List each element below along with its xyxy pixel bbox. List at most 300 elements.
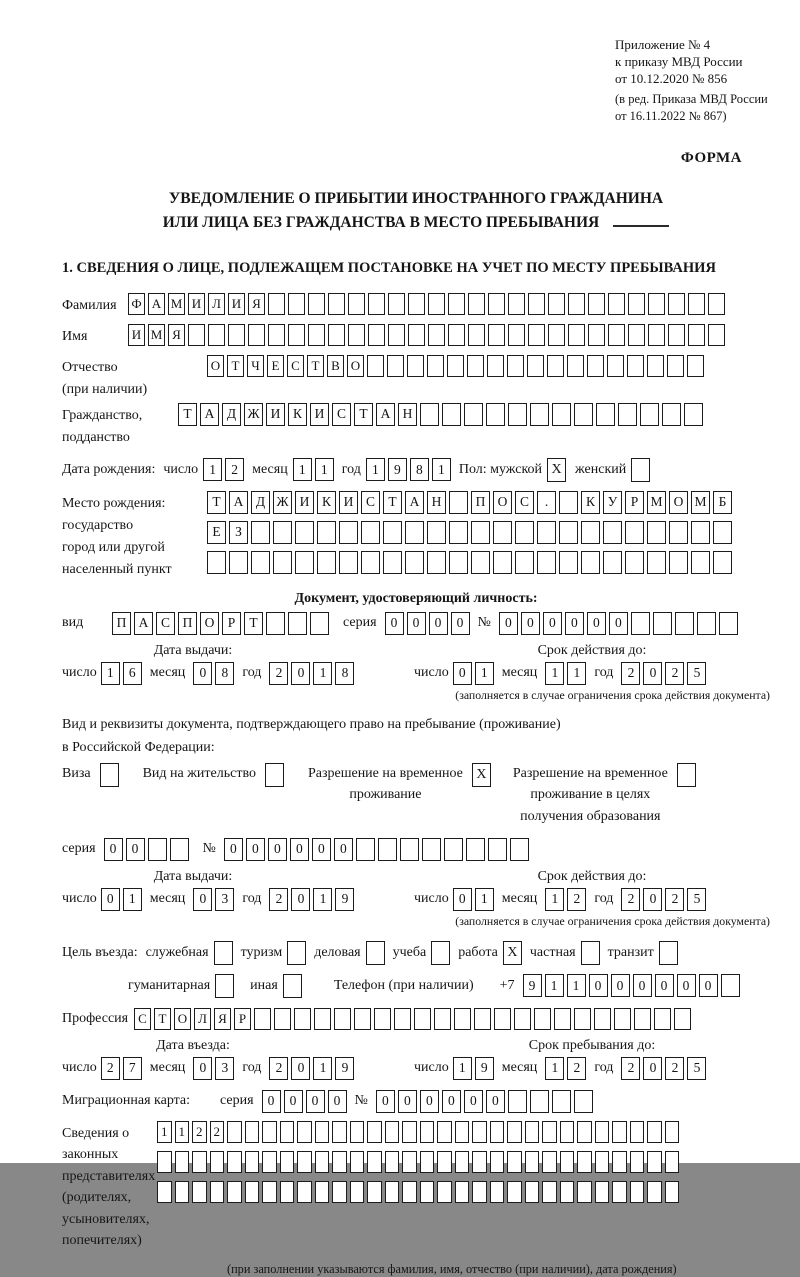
cell-filled[interactable]: Е (207, 521, 226, 544)
cell-empty[interactable] (274, 1008, 291, 1030)
cell-filled[interactable]: 1 (313, 1057, 332, 1080)
cell-empty[interactable] (447, 355, 464, 377)
cell-filled[interactable]: 3 (215, 1057, 234, 1080)
cell-filled[interactable]: З (229, 521, 248, 544)
cell-filled[interactable]: О (669, 491, 688, 514)
cell-empty[interactable] (308, 293, 325, 315)
cell-filled[interactable]: И (188, 293, 205, 315)
cell-filled[interactable]: И (128, 324, 145, 346)
cell-empty[interactable] (315, 1151, 330, 1173)
cell-empty[interactable] (420, 1121, 435, 1143)
cell-empty[interactable] (420, 403, 439, 426)
cell-filled[interactable]: 8 (410, 458, 429, 481)
cell-empty[interactable] (297, 1181, 312, 1203)
cell-empty[interactable] (280, 1151, 295, 1173)
cell-empty[interactable] (188, 324, 205, 346)
cell-filled[interactable]: 2 (225, 458, 244, 481)
cell-filled[interactable]: X (472, 763, 491, 787)
cell-empty[interactable] (697, 612, 716, 635)
cell-empty[interactable] (472, 1121, 487, 1143)
cell-empty[interactable] (542, 1151, 557, 1173)
cell-filled[interactable]: О (174, 1008, 191, 1030)
cell-filled[interactable]: 0 (543, 612, 562, 635)
cell-empty[interactable] (559, 491, 578, 514)
cell-empty[interactable] (308, 324, 325, 346)
cell-filled[interactable]: Я (248, 293, 265, 315)
cell-empty[interactable] (367, 1181, 382, 1203)
cell-empty[interactable] (688, 293, 705, 315)
cell-filled[interactable]: О (207, 355, 224, 377)
cell-empty[interactable] (100, 763, 119, 787)
cell-empty[interactable] (490, 1151, 505, 1173)
cell-empty[interactable] (547, 355, 564, 377)
cell-empty[interactable] (434, 1008, 451, 1030)
cell-filled[interactable]: 2 (269, 888, 288, 911)
cell-filled[interactable]: 1 (293, 458, 312, 481)
cell-empty[interactable] (332, 1121, 347, 1143)
cell-empty[interactable] (488, 838, 507, 861)
cell-filled[interactable]: 0 (376, 1090, 395, 1113)
cell-empty[interactable] (581, 941, 600, 965)
cell-empty[interactable] (648, 293, 665, 315)
cell-empty[interactable] (708, 324, 725, 346)
cell-empty[interactable] (508, 403, 527, 426)
cell-filled[interactable]: 1 (545, 1057, 564, 1080)
cell-empty[interactable] (508, 1090, 527, 1113)
cell-empty[interactable] (490, 1121, 505, 1143)
cell-filled[interactable]: Я (214, 1008, 231, 1030)
cell-filled[interactable]: 1 (123, 888, 142, 911)
cell-filled[interactable]: 5 (687, 888, 706, 911)
cell-filled[interactable]: 2 (567, 888, 586, 911)
cell-empty[interactable] (402, 1151, 417, 1173)
cell-filled[interactable]: 9 (335, 1057, 354, 1080)
cell-empty[interactable] (408, 293, 425, 315)
cell-filled[interactable]: 1 (545, 662, 564, 685)
cell-empty[interactable] (528, 293, 545, 315)
cell-empty[interactable] (634, 1008, 651, 1030)
cell-empty[interactable] (148, 838, 167, 861)
cell-empty[interactable] (542, 1181, 557, 1203)
cell-empty[interactable] (631, 612, 650, 635)
cell-filled[interactable]: 3 (215, 888, 234, 911)
cell-filled[interactable]: 0 (611, 974, 630, 997)
cell-empty[interactable] (227, 1121, 242, 1143)
cell-empty[interactable] (207, 551, 226, 574)
cell-empty[interactable] (595, 1181, 610, 1203)
cell-filled[interactable]: 1 (567, 974, 586, 997)
cell-filled[interactable]: М (647, 491, 666, 514)
cell-empty[interactable] (437, 1151, 452, 1173)
cell-empty[interactable] (157, 1151, 172, 1173)
cell-empty[interactable] (405, 521, 424, 544)
cell-filled[interactable]: 1 (315, 458, 334, 481)
cell-empty[interactable] (667, 355, 684, 377)
cell-empty[interactable] (402, 1121, 417, 1143)
cell-filled[interactable]: И (228, 293, 245, 315)
cell-filled[interactable]: 5 (687, 1057, 706, 1080)
cell-empty[interactable] (713, 551, 732, 574)
cell-empty[interactable] (210, 1181, 225, 1203)
cell-empty[interactable] (192, 1151, 207, 1173)
cell-empty[interactable] (594, 1008, 611, 1030)
cell-empty[interactable] (348, 293, 365, 315)
cell-filled[interactable]: Д (222, 403, 241, 426)
cell-filled[interactable]: 0 (268, 838, 287, 861)
cell-filled[interactable]: О (493, 491, 512, 514)
cell-filled[interactable]: 0 (262, 1090, 281, 1113)
cell-filled[interactable]: И (339, 491, 358, 514)
cell-filled[interactable]: Т (244, 612, 263, 635)
cell-empty[interactable] (449, 491, 468, 514)
cell-filled[interactable]: 2 (192, 1121, 207, 1143)
cell-empty[interactable] (515, 551, 534, 574)
cell-empty[interactable] (273, 521, 292, 544)
cell-filled[interactable]: 0 (306, 1090, 325, 1113)
cell-filled[interactable]: О (200, 612, 219, 635)
cell-filled[interactable]: К (288, 403, 307, 426)
cell-filled[interactable]: 1 (475, 662, 494, 685)
cell-filled[interactable]: А (134, 612, 153, 635)
cell-filled[interactable]: А (376, 403, 395, 426)
cell-empty[interactable] (332, 1151, 347, 1173)
cell-filled[interactable]: 0 (104, 838, 123, 861)
cell-empty[interactable] (665, 1121, 680, 1143)
cell-filled[interactable]: 0 (451, 612, 470, 635)
cell-filled[interactable]: 0 (464, 1090, 483, 1113)
cell-filled[interactable]: 0 (521, 612, 540, 635)
cell-empty[interactable] (442, 403, 461, 426)
cell-empty[interactable] (467, 355, 484, 377)
cell-empty[interactable] (315, 1181, 330, 1203)
cell-filled[interactable]: 0 (609, 612, 628, 635)
cell-empty[interactable] (507, 1121, 522, 1143)
cell-empty[interactable] (527, 355, 544, 377)
cell-empty[interactable] (374, 1008, 391, 1030)
cell-filled[interactable]: А (229, 491, 248, 514)
cell-empty[interactable] (630, 1121, 645, 1143)
cell-empty[interactable] (449, 521, 468, 544)
cell-empty[interactable] (354, 1008, 371, 1030)
cell-empty[interactable] (157, 1181, 172, 1203)
cell-empty[interactable] (668, 293, 685, 315)
cell-filled[interactable]: О (347, 355, 364, 377)
cell-filled[interactable]: Р (222, 612, 241, 635)
cell-empty[interactable] (361, 521, 380, 544)
cell-empty[interactable] (245, 1151, 260, 1173)
cell-empty[interactable] (628, 293, 645, 315)
cell-empty[interactable] (654, 1008, 671, 1030)
cell-filled[interactable]: 1 (313, 888, 332, 911)
cell-empty[interactable] (472, 1151, 487, 1173)
cell-empty[interactable] (669, 551, 688, 574)
cell-empty[interactable] (266, 612, 285, 635)
cell-empty[interactable] (596, 403, 615, 426)
cell-empty[interactable] (608, 324, 625, 346)
cell-empty[interactable] (455, 1121, 470, 1143)
cell-empty[interactable] (208, 324, 225, 346)
cell-empty[interactable] (677, 763, 696, 787)
cell-empty[interactable] (574, 1090, 593, 1113)
cell-empty[interactable] (288, 293, 305, 315)
cell-filled[interactable]: Ж (273, 491, 292, 514)
cell-empty[interactable] (537, 551, 556, 574)
cell-filled[interactable]: 0 (290, 838, 309, 861)
cell-empty[interactable] (361, 551, 380, 574)
cell-filled[interactable]: 1 (432, 458, 451, 481)
cell-empty[interactable] (534, 1008, 551, 1030)
cell-empty[interactable] (581, 551, 600, 574)
cell-empty[interactable] (315, 1121, 330, 1143)
cell-filled[interactable]: 1 (567, 662, 586, 685)
cell-filled[interactable]: Р (625, 491, 644, 514)
cell-empty[interactable] (367, 355, 384, 377)
cell-empty[interactable] (548, 324, 565, 346)
cell-filled[interactable]: Т (307, 355, 324, 377)
cell-empty[interactable] (625, 521, 644, 544)
cell-empty[interactable] (408, 324, 425, 346)
cell-filled[interactable]: Ч (247, 355, 264, 377)
cell-empty[interactable] (385, 1181, 400, 1203)
cell-empty[interactable] (490, 1181, 505, 1203)
cell-empty[interactable] (548, 293, 565, 315)
cell-empty[interactable] (449, 551, 468, 574)
cell-empty[interactable] (507, 1151, 522, 1173)
cell-empty[interactable] (328, 324, 345, 346)
cell-filled[interactable]: 1 (545, 888, 564, 911)
cell-filled[interactable]: 2 (269, 662, 288, 685)
cell-empty[interactable] (254, 1008, 271, 1030)
cell-filled[interactable]: С (156, 612, 175, 635)
cell-filled[interactable]: 0 (385, 612, 404, 635)
cell-filled[interactable]: М (691, 491, 710, 514)
cell-empty[interactable] (525, 1181, 540, 1203)
cell-empty[interactable] (262, 1151, 277, 1173)
cell-filled[interactable]: А (405, 491, 424, 514)
cell-empty[interactable] (647, 355, 664, 377)
cell-filled[interactable]: 0 (453, 888, 472, 911)
cell-filled[interactable]: 9 (475, 1057, 494, 1080)
cell-filled[interactable]: Я (168, 324, 185, 346)
cell-empty[interactable] (507, 355, 524, 377)
cell-empty[interactable] (437, 1121, 452, 1143)
cell-empty[interactable] (229, 551, 248, 574)
cell-empty[interactable] (647, 1121, 662, 1143)
cell-empty[interactable] (468, 324, 485, 346)
cell-empty[interactable] (297, 1121, 312, 1143)
cell-empty[interactable] (265, 763, 284, 787)
cell-empty[interactable] (280, 1121, 295, 1143)
cell-filled[interactable]: К (317, 491, 336, 514)
cell-empty[interactable] (245, 1181, 260, 1203)
cell-empty[interactable] (559, 551, 578, 574)
cell-empty[interactable] (400, 838, 419, 861)
cell-empty[interactable] (577, 1151, 592, 1173)
cell-empty[interactable] (574, 403, 593, 426)
cell-filled[interactable]: 9 (335, 888, 354, 911)
cell-empty[interactable] (383, 521, 402, 544)
cell-empty[interactable] (297, 1151, 312, 1173)
cell-empty[interactable] (215, 974, 234, 998)
cell-filled[interactable]: 8 (335, 662, 354, 685)
cell-empty[interactable] (560, 1151, 575, 1173)
cell-empty[interactable] (494, 1008, 511, 1030)
cell-filled[interactable]: У (603, 491, 622, 514)
cell-filled[interactable]: 1 (545, 974, 564, 997)
cell-empty[interactable] (280, 1181, 295, 1203)
cell-empty[interactable] (295, 551, 314, 574)
cell-filled[interactable]: 2 (621, 888, 640, 911)
cell-empty[interactable] (719, 612, 738, 635)
cell-empty[interactable] (688, 324, 705, 346)
cell-empty[interactable] (708, 293, 725, 315)
cell-empty[interactable] (721, 974, 740, 997)
cell-filled[interactable]: 0 (429, 612, 448, 635)
cell-filled[interactable]: 0 (453, 662, 472, 685)
cell-empty[interactable] (627, 355, 644, 377)
cell-empty[interactable] (387, 355, 404, 377)
cell-filled[interactable]: С (515, 491, 534, 514)
cell-empty[interactable] (665, 1151, 680, 1173)
cell-empty[interactable] (552, 1090, 571, 1113)
cell-filled[interactable]: 0 (565, 612, 584, 635)
cell-empty[interactable] (560, 1121, 575, 1143)
cell-empty[interactable] (648, 324, 665, 346)
cell-empty[interactable] (448, 324, 465, 346)
cell-filled[interactable]: 0 (589, 974, 608, 997)
cell-empty[interactable] (508, 293, 525, 315)
cell-filled[interactable]: 0 (643, 888, 662, 911)
cell-filled[interactable]: X (547, 458, 566, 482)
cell-empty[interactable] (659, 941, 678, 965)
cell-filled[interactable]: 0 (101, 888, 120, 911)
cell-filled[interactable]: 0 (193, 662, 212, 685)
cell-empty[interactable] (288, 324, 305, 346)
cell-empty[interactable] (607, 355, 624, 377)
cell-empty[interactable] (464, 403, 483, 426)
cell-empty[interactable] (214, 941, 233, 965)
cell-empty[interactable] (227, 1181, 242, 1203)
cell-empty[interactable] (559, 521, 578, 544)
cell-empty[interactable] (466, 838, 485, 861)
cell-empty[interactable] (350, 1151, 365, 1173)
cell-empty[interactable] (294, 1008, 311, 1030)
cell-empty[interactable] (310, 612, 329, 635)
cell-empty[interactable] (388, 293, 405, 315)
cell-filled[interactable]: 0 (398, 1090, 417, 1113)
cell-empty[interactable] (568, 324, 585, 346)
cell-empty[interactable] (625, 551, 644, 574)
cell-filled[interactable]: 0 (677, 974, 696, 997)
cell-filled[interactable]: Л (208, 293, 225, 315)
cell-empty[interactable] (662, 403, 681, 426)
cell-filled[interactable]: Д (251, 491, 270, 514)
cell-empty[interactable] (647, 1151, 662, 1173)
cell-empty[interactable] (170, 838, 189, 861)
cell-empty[interactable] (454, 1008, 471, 1030)
cell-filled[interactable]: 2 (269, 1057, 288, 1080)
cell-filled[interactable]: 2 (621, 662, 640, 685)
cell-empty[interactable] (437, 1181, 452, 1203)
cell-filled[interactable]: X (503, 941, 522, 965)
cell-empty[interactable] (487, 355, 504, 377)
cell-empty[interactable] (530, 403, 549, 426)
cell-empty[interactable] (554, 1008, 571, 1030)
cell-empty[interactable] (552, 403, 571, 426)
cell-filled[interactable]: Т (154, 1008, 171, 1030)
cell-filled[interactable]: Б (713, 491, 732, 514)
cell-filled[interactable]: Н (427, 491, 446, 514)
cell-empty[interactable] (684, 403, 703, 426)
cell-filled[interactable]: 9 (388, 458, 407, 481)
cell-empty[interactable] (653, 612, 672, 635)
cell-empty[interactable] (175, 1181, 190, 1203)
cell-empty[interactable] (367, 1151, 382, 1173)
cell-empty[interactable] (567, 355, 584, 377)
cell-filled[interactable]: А (200, 403, 219, 426)
cell-empty[interactable] (273, 551, 292, 574)
cell-filled[interactable]: 0 (284, 1090, 303, 1113)
cell-filled[interactable]: 0 (643, 1057, 662, 1080)
cell-empty[interactable] (251, 551, 270, 574)
cell-filled[interactable]: 2 (101, 1057, 120, 1080)
cell-empty[interactable] (431, 941, 450, 965)
cell-empty[interactable] (407, 355, 424, 377)
cell-filled[interactable]: 8 (215, 662, 234, 685)
cell-empty[interactable] (334, 1008, 351, 1030)
cell-filled[interactable]: Ж (244, 403, 263, 426)
cell-empty[interactable] (385, 1151, 400, 1173)
cell-filled[interactable]: 2 (621, 1057, 640, 1080)
cell-empty[interactable] (428, 324, 445, 346)
cell-empty[interactable] (630, 1181, 645, 1203)
cell-empty[interactable] (675, 612, 694, 635)
cell-empty[interactable] (288, 612, 307, 635)
cell-filled[interactable]: С (332, 403, 351, 426)
cell-empty[interactable] (356, 838, 375, 861)
cell-filled[interactable]: П (178, 612, 197, 635)
cell-empty[interactable] (488, 293, 505, 315)
cell-empty[interactable] (455, 1151, 470, 1173)
cell-filled[interactable]: 7 (123, 1057, 142, 1080)
cell-empty[interactable] (628, 324, 645, 346)
cell-filled[interactable]: В (327, 355, 344, 377)
cell-empty[interactable] (268, 293, 285, 315)
cell-empty[interactable] (507, 1181, 522, 1203)
cell-empty[interactable] (537, 521, 556, 544)
cell-empty[interactable] (568, 293, 585, 315)
cell-filled[interactable]: Т (207, 491, 226, 514)
cell-filled[interactable]: 0 (587, 612, 606, 635)
cell-empty[interactable] (560, 1181, 575, 1203)
cell-filled[interactable]: М (148, 324, 165, 346)
cell-empty[interactable] (245, 1121, 260, 1143)
cell-filled[interactable]: 0 (193, 888, 212, 911)
cell-empty[interactable] (595, 1121, 610, 1143)
cell-filled[interactable]: . (537, 491, 556, 514)
cell-empty[interactable] (332, 1181, 347, 1203)
cell-filled[interactable]: Ф (128, 293, 145, 315)
cell-empty[interactable] (612, 1151, 627, 1173)
cell-empty[interactable] (394, 1008, 411, 1030)
cell-empty[interactable] (368, 324, 385, 346)
cell-empty[interactable] (350, 1181, 365, 1203)
cell-filled[interactable]: 1 (475, 888, 494, 911)
cell-filled[interactable]: 2 (210, 1121, 225, 1143)
cell-filled[interactable]: П (112, 612, 131, 635)
cell-empty[interactable] (574, 1008, 591, 1030)
cell-filled[interactable]: 1 (453, 1057, 472, 1080)
